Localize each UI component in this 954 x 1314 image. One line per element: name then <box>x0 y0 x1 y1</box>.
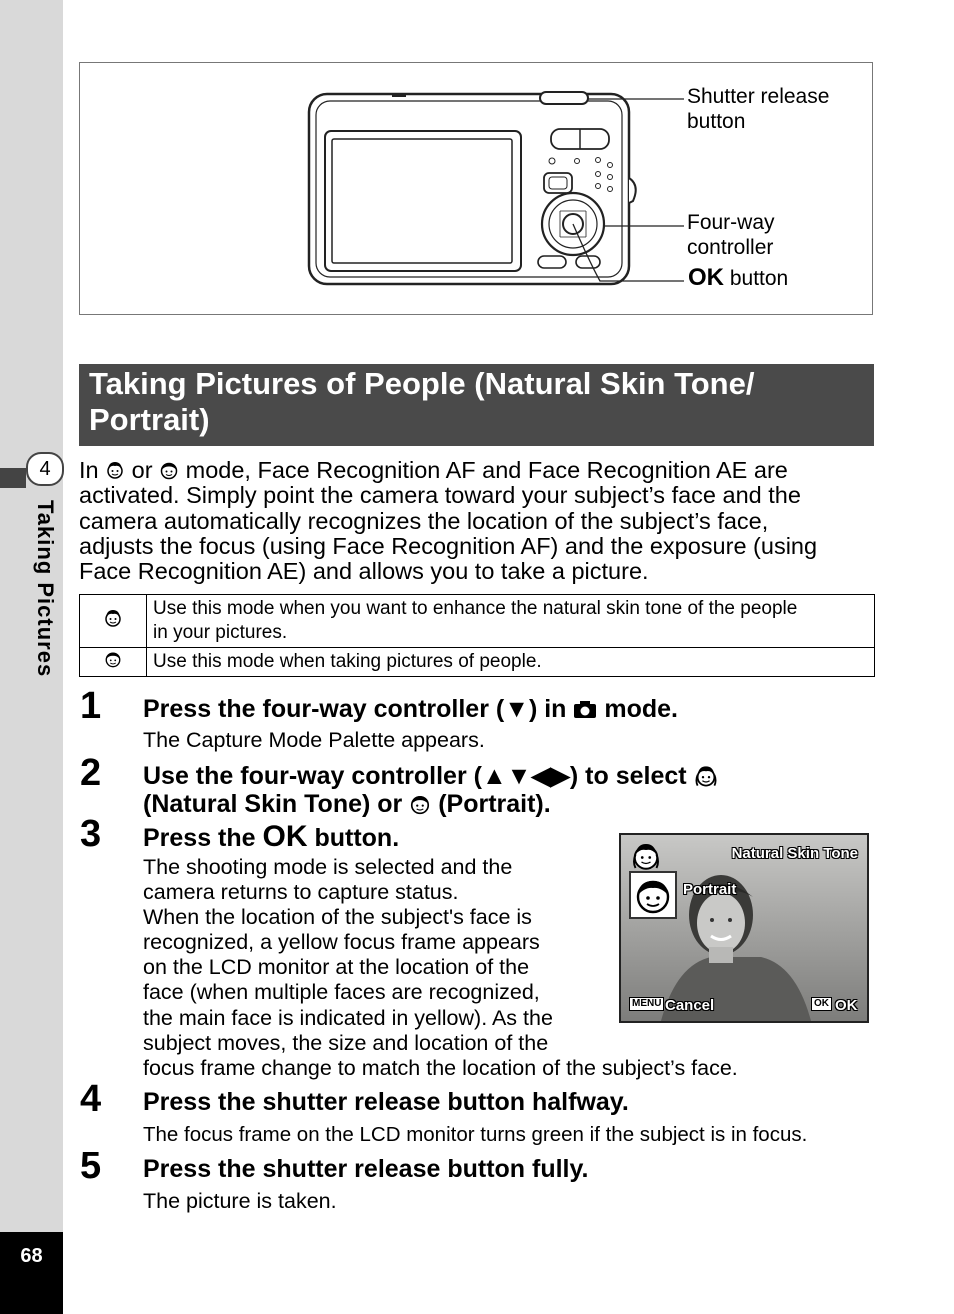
ok-suffix: button <box>729 267 789 290</box>
intro-line-1: In or mode, Face Recognition AF and Face Recognition AE are <box>79 457 788 483</box>
step-5-title: Press the shutter release button fully. <box>143 1155 589 1183</box>
lcd-ok-label: OK <box>835 997 858 1014</box>
portrait-icon <box>409 793 431 815</box>
chapter-number: 4 <box>26 452 64 486</box>
page-number: 68 <box>20 1245 43 1267</box>
portrait-icon <box>633 875 673 915</box>
camera-mode-icon <box>573 699 597 719</box>
callout-ok-button <box>688 265 788 291</box>
portrait-icon <box>159 460 179 480</box>
step-3-title: Press the OK button. <box>143 820 400 853</box>
intro-line-3: camera automatically recognizes the location of the subject’s face, <box>79 507 769 534</box>
step-5-number: 5 <box>80 1145 102 1187</box>
lcd-cancel-label: Cancel <box>665 997 715 1014</box>
table-icon-cell <box>80 595 147 648</box>
callout-four-way-controller: Four-way controller <box>687 211 775 259</box>
portrait-selection-box <box>629 871 677 919</box>
chapter-title: Taking Pictures <box>33 500 58 678</box>
table-row <box>80 595 875 648</box>
table-row <box>80 648 875 677</box>
lcd-portrait-label: Portrait <box>683 881 737 898</box>
step-3-body: The shooting mode is selected and the camera returns to capture status. When the location of the subject's face is recognized, a yellow focus frame appears on the LCD monitor at the location of the face (when multiple faces are recognized, the main face is indicated in yellow). As the subject moves, the size and location of the focus frame change to match the location of the subject’s face. <box>143 855 738 1080</box>
natural-skin-tone-icon <box>631 841 661 871</box>
lcd-screen-illustration <box>619 833 869 1023</box>
step-1-title: Press the four-way controller (▼) in mode. <box>143 695 678 723</box>
portrait-icon <box>104 650 122 668</box>
natural-skin-tone-icon <box>105 460 125 480</box>
menu-key-icon: MENU <box>629 997 664 1011</box>
section-title: Taking Pictures of People (Natural Skin Tone/ Portrait) <box>79 364 874 446</box>
step-2-number: 2 <box>80 752 102 794</box>
step-3-number: 3 <box>80 813 102 855</box>
ok-label: OK <box>262 820 308 853</box>
step-2-title: Use the four-way controller (▲▼◀▶) to select (Natural Skin Tone) or (Portrait). <box>143 762 843 818</box>
intro-line-5: Face Recognition AE) and allows you to take a picture. <box>79 558 649 585</box>
lcd-mode-label: Natural Skin Tone <box>731 845 858 862</box>
step-1-number: 1 <box>80 685 102 727</box>
step-5-body: The picture is taken. <box>143 1189 337 1213</box>
natural-skin-tone-icon <box>103 608 123 628</box>
intro-paragraph <box>79 458 879 584</box>
ok-label: OK <box>688 264 724 291</box>
intro-line-4: adjusts the focus (using Face Recognition AF) and the exposure (using <box>79 532 818 559</box>
step-4-title: Press the shutter release button halfway. <box>143 1088 629 1116</box>
step-4-body: The focus frame on the LCD monitor turns green if the subject is in focus. <box>143 1123 808 1146</box>
camera-figure <box>79 62 873 315</box>
table-description-cell: Use this mode when you want to enhance the natural skin tone of the people in your pictures. <box>147 595 875 648</box>
chapter-tab <box>0 468 26 488</box>
step-1-body: The Capture Mode Palette appears. <box>143 728 485 752</box>
table-icon-cell <box>80 648 147 677</box>
callout-shutter-release-button: Shutter release button <box>687 85 830 133</box>
mode-table <box>79 594 875 677</box>
step-4-number: 4 <box>80 1078 102 1120</box>
sidebar <box>0 0 63 1314</box>
intro-line-2: activated. Simply point the camera toward your subject’s face and the <box>79 482 801 509</box>
natural-skin-tone-icon <box>694 764 718 788</box>
table-description-cell: Use this mode when taking pictures of people. <box>147 648 875 677</box>
ok-key-icon: OK <box>811 997 832 1011</box>
